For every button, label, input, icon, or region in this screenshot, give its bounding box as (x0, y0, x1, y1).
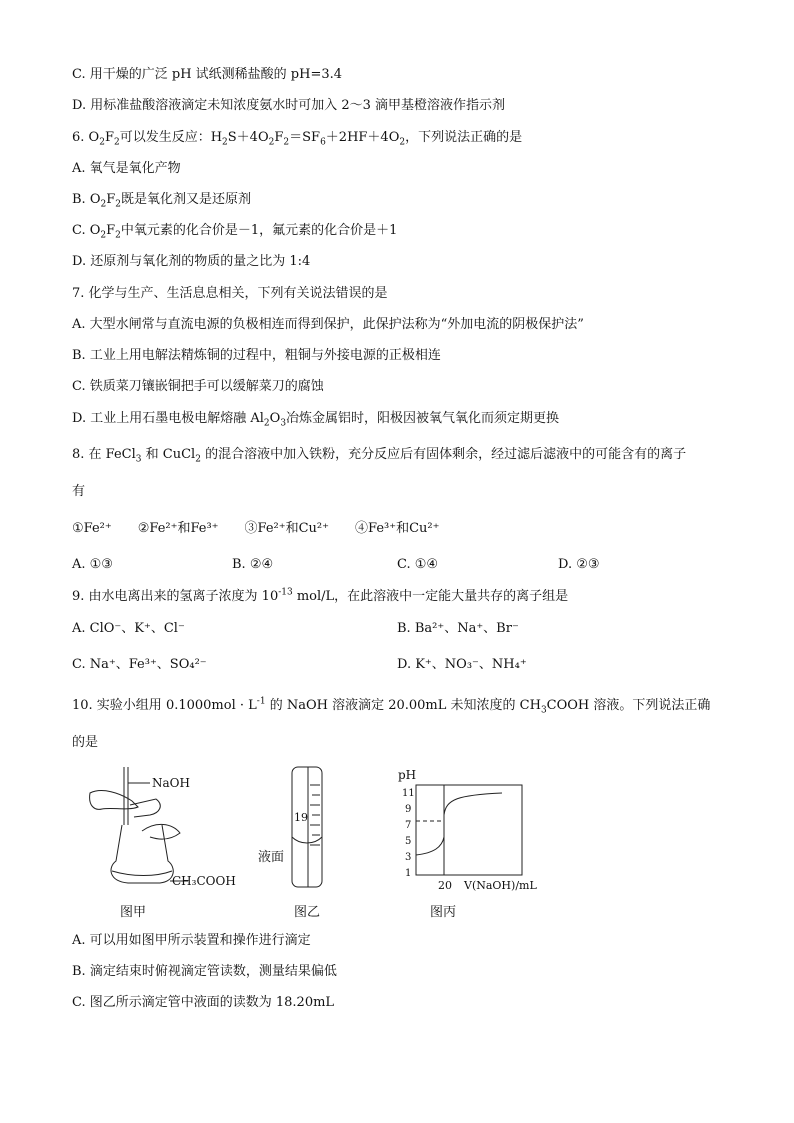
fig3-ytick: 5 (405, 836, 412, 847)
fig3-x-axis-label: V(NaOH)/mL (464, 879, 537, 892)
fig2-scale-label: 19 (294, 811, 308, 824)
option-10a: A. 可以用如图甲所示装置和操作进行滴定 (72, 933, 311, 948)
option-7b: B. 工业上用电解法精炼铜的过程中，粗铜与外接电源的正极相连 (72, 348, 441, 363)
fig2-level-label: 液面 (258, 850, 285, 865)
fig1-ch3cooh-label: CH₃COOH (172, 874, 236, 888)
figure-graphics (72, 765, 592, 925)
option-7d: D. 工业上用石墨电极电解熔融 $Al_2O_3$冶炼金属铝时，阳极因被氧气氧化而须定期更换 (72, 411, 560, 429)
figure-row (72, 765, 592, 925)
fig2-caption: 图乙 (294, 905, 321, 920)
option-8d: D. ②③ (558, 557, 600, 572)
question-6: 6. $O_2F_2$可以发生反应：$H_2S+4O_2F_2=SF_6+2HF+4O_2$，下列说法正确的是 (72, 130, 523, 148)
question-8: 8. 在 FeCl$_3$ 和 CuCl$_2$ 的混合溶液中加入铁粉，充分反应后有固体剩余，经过滤后滤液中的可能含有的离子 (72, 447, 687, 465)
option-8b: B. ②④ (232, 557, 274, 572)
fig3-ph-curve (416, 785, 522, 875)
option-8c: C. ①④ (397, 557, 439, 572)
fig3-ytick: 11 (402, 788, 415, 799)
option-9d: D. K⁺、NO₃⁻、NH₄⁺ (397, 657, 527, 672)
option-6d: D. 还原剂与氧化剂的物质的量之比为 1:4 (72, 254, 311, 269)
option-10c: C. 图乙所示滴定管中液面的读数为 18.20mL (72, 995, 335, 1010)
option-7a: A. 大型水闸常与直流电源的负极相连而得到保护，此保护法称为“外加电流的阴极保护法” (72, 317, 584, 332)
fig3-ytick: 7 (405, 820, 412, 831)
option-8a: A. ①③ (72, 557, 113, 572)
fig3-y-axis-label: pH (398, 768, 417, 782)
question-9: 9. 由水电离出来的氢离子浓度为 $10^{-13}$ mol/L，在此溶液中一定能大量共存的离子组是 (72, 587, 569, 604)
option-9b: B. Ba²⁺、Na⁺、Br⁻ (397, 621, 519, 636)
option-9a: A. ClO⁻、K⁺、Cl⁻ (72, 621, 185, 636)
option-6a: A. 氧气是氧化产物 (72, 161, 181, 176)
option-5d: D. 用标准盐酸溶液滴定未知浓度氨水时可加入 2～3 滴甲基橙溶液作指示剂 (72, 98, 506, 113)
fig1-naoh-label: NaOH (152, 776, 190, 790)
fig3-ytick: 1 (405, 868, 412, 879)
option-6c-prev: C. 用干燥的广泛 pH 试纸测稀盐酸的 pH=3.4 (72, 67, 343, 82)
fig3-caption: 图丙 (430, 905, 457, 920)
option-6b: B. $O_2F_2$既是氧化剂又是还原剂 (72, 192, 251, 210)
fig3-ytick: 3 (405, 852, 412, 863)
fig3-ytick: 9 (405, 804, 412, 815)
question-10: 10. 实验小组用 $0.1000mol \cdot L^{-1}$ 的 NaOH 溶液滴定 20.00mL 未知浓度的 $CH_3COOH$ 溶液。下列说法正确 (72, 696, 711, 716)
option-6c: C. $O_2F_2$中氧元素的化合价是－1，氟元素的化合价是＋1 (72, 223, 398, 241)
option-7c: C. 铁质菜刀镶嵌铜把手可以缓解菜刀的腐蚀 (72, 379, 324, 394)
fig2-burette (292, 767, 322, 887)
option-10b: B. 滴定结束时俯视滴定管读数，测量结果偏低 (72, 964, 337, 979)
option-9c: C. Na⁺、Fe³⁺、SO₄²⁻ (72, 657, 207, 672)
question-10-continued: 的是 (72, 735, 99, 750)
question-8-ion-options: ①Fe²⁺ ②Fe²⁺和Fe³⁺ ③Fe²⁺和Cu²⁺ ④Fe³⁺和Cu²⁺ (72, 521, 440, 536)
fig3-xtick: 20 (438, 879, 452, 892)
fig1-caption: 图甲 (120, 905, 147, 920)
question-7: 7. 化学与生产、生活息息相关，下列有关说法错误的是 (72, 286, 388, 301)
question-8-continued: 有 (72, 484, 86, 499)
